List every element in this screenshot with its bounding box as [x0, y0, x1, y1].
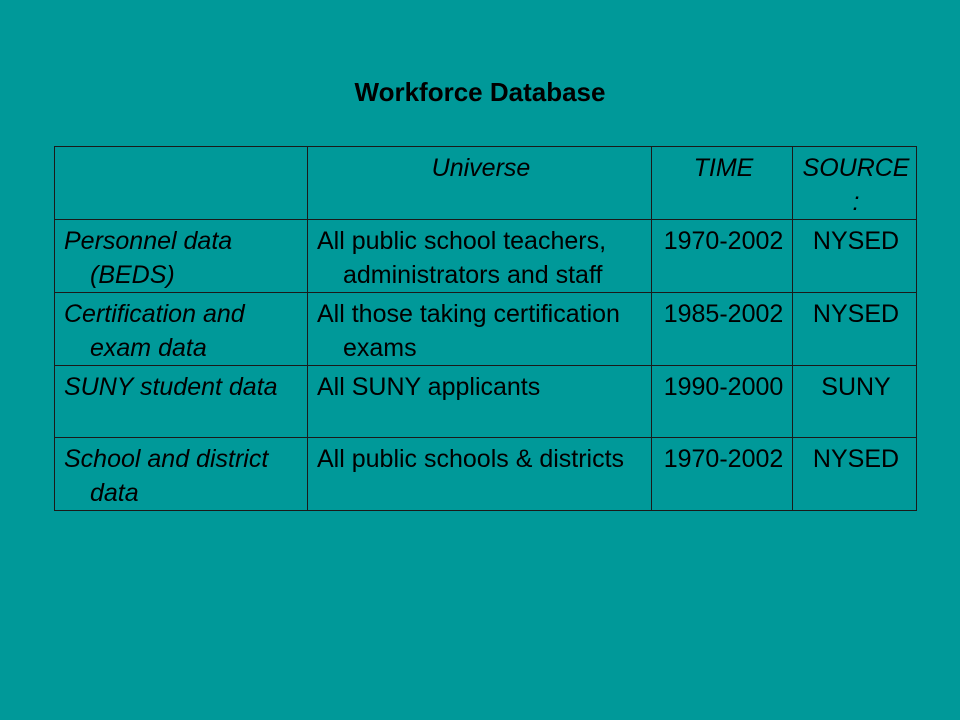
table-row	[55, 366, 917, 438]
time-cell: 1970-2002	[652, 438, 793, 511]
category-cell	[55, 438, 308, 511]
universe-text: All those taking certification exams	[317, 300, 620, 362]
category-cell	[55, 220, 308, 293]
category-cell	[55, 366, 308, 438]
category-text: Certification and exam data	[64, 300, 245, 362]
header-cell-empty	[55, 147, 308, 220]
universe-text: All public schools & districts	[317, 445, 625, 473]
time-cell: 1990-2000	[652, 366, 793, 438]
header-cell-source: SOURCE :	[793, 147, 917, 220]
workforce-table	[54, 146, 917, 511]
category-text: Personnel data (BEDS)	[64, 227, 233, 289]
universe-text: All SUNY applicants	[317, 373, 541, 401]
category-cell	[55, 293, 308, 366]
source-cell: NYSED	[793, 220, 917, 293]
source-cell: NYSED	[793, 438, 917, 511]
source-cell: SUNY	[793, 366, 917, 438]
category-text: SUNY student data	[64, 373, 278, 401]
category-text: School and district data	[64, 445, 269, 507]
time-cell: 1985-2002	[652, 293, 793, 366]
universe-cell	[308, 220, 652, 293]
universe-cell	[308, 438, 652, 511]
table-row	[55, 293, 917, 366]
universe-cell	[308, 293, 652, 366]
header-cell-universe: Universe	[308, 147, 652, 220]
universe-cell	[308, 366, 652, 438]
header-row	[55, 147, 917, 220]
table-row	[55, 220, 917, 293]
source-cell: NYSED	[793, 293, 917, 366]
header-cell-time: TIME	[652, 147, 793, 220]
universe-text: All public school teachers, administrators and staff	[317, 227, 607, 289]
time-cell: 1970-2002	[652, 220, 793, 293]
table-row	[55, 438, 917, 511]
page-title: Workforce Database	[354, 77, 606, 107]
